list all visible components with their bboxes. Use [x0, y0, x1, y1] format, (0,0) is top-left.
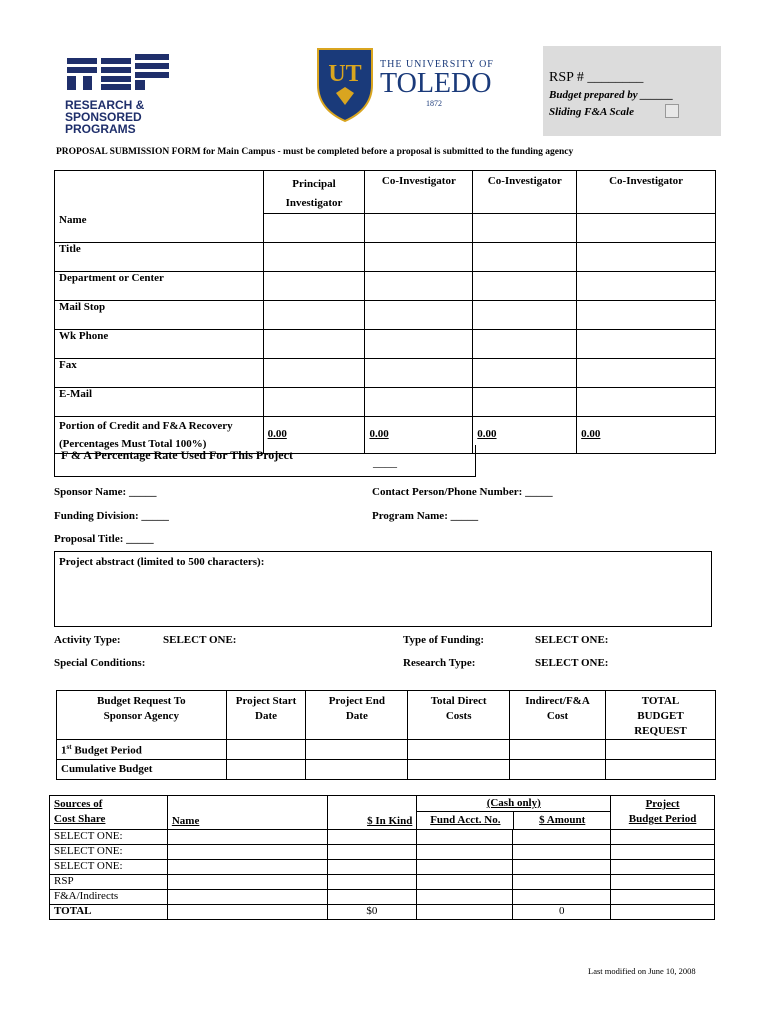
cell-input[interactable] [327, 890, 417, 905]
cell-input[interactable] [611, 830, 715, 845]
activity-type-label: Activity Type: [54, 634, 121, 646]
col-inkind: $ In Kind [327, 796, 417, 830]
cost-share-source: RSP [50, 875, 168, 890]
cost-share-row [50, 830, 715, 845]
sliding-fa-scale-label: Sliding F&A Scale [549, 106, 634, 118]
cell-input[interactable] [611, 875, 715, 890]
cost-share-total-row [50, 905, 715, 920]
cell-input[interactable] [417, 845, 513, 860]
row-mail-stop [55, 301, 716, 330]
cell-input[interactable] [577, 359, 716, 388]
credit-value-co1[interactable]: 0.00 [365, 417, 473, 454]
row-email [55, 388, 716, 417]
col-period [611, 796, 715, 830]
budget-col-request: Budget Request To Sponsor Agency [57, 691, 227, 740]
cell-input[interactable] [611, 860, 715, 875]
cost-share-header-row [50, 796, 715, 830]
row-label-wk-phone: Wk Phone [55, 330, 264, 359]
cell-input[interactable] [306, 760, 408, 780]
cell-input[interactable] [365, 214, 473, 243]
cell-input[interactable] [327, 845, 417, 860]
activity-type-select[interactable]: SELECT ONE: [163, 634, 237, 646]
cell-input[interactable] [473, 388, 577, 417]
col-cash [417, 796, 611, 830]
cell-input[interactable] [473, 330, 577, 359]
rsp-logo-mark [65, 50, 170, 92]
cost-share-source-select[interactable]: SELECT ONE: [50, 860, 168, 875]
col-name: Name [167, 796, 327, 830]
budget-col-end: Project End Date [306, 691, 408, 740]
cost-share-total-amount: 0 [513, 905, 611, 920]
special-conditions-label[interactable]: Special Conditions: [54, 657, 146, 669]
credit-value-pi[interactable]: 0.00 [263, 417, 365, 454]
cell-input[interactable] [473, 214, 577, 243]
form-title: PROPOSAL SUBMISSION FORM for Main Campus - must be completed before a proposal is submitted to the funding agency [56, 147, 574, 157]
cell-input[interactable] [327, 875, 417, 890]
cost-share-row [50, 845, 715, 860]
cell-input[interactable] [167, 860, 327, 875]
cell-input[interactable] [577, 272, 716, 301]
cell-input[interactable] [226, 740, 306, 760]
budget-row-label [57, 740, 227, 760]
budget-col-indirect: Indirect/F&A Cost [510, 691, 606, 740]
col-principal-investigator: Principal Investigator [263, 171, 365, 214]
cell-input[interactable] [365, 359, 473, 388]
col-fund-acct: Fund Acct. No. [417, 812, 514, 829]
cell-input[interactable] [167, 830, 327, 845]
sponsor-name-field[interactable]: Sponsor Name: _____ [54, 486, 157, 498]
ut-university-text: THE UNIVERSITY OF [380, 59, 494, 70]
cell-input[interactable] [473, 243, 577, 272]
investigators-header-row [55, 171, 716, 214]
cell-input[interactable] [408, 760, 510, 780]
type-funding-label: Type of Funding: [403, 634, 485, 646]
cell-input[interactable] [605, 760, 715, 780]
period-suffix: st [66, 743, 72, 751]
cell-input[interactable] [577, 243, 716, 272]
cell-input[interactable] [263, 272, 365, 301]
budget-row-first-period [57, 740, 716, 760]
col-sources-line-1: Sources of [54, 798, 103, 810]
cell-input[interactable] [263, 243, 365, 272]
row-department [55, 272, 716, 301]
research-type-label: Research Type: [403, 657, 476, 669]
row-label-name: Name [55, 214, 264, 243]
col-sources-line-2: Cost Share [54, 813, 106, 825]
footer-last-modified: Last modified on June 10, 2008 [588, 966, 696, 976]
row-label-title: Title [55, 243, 264, 272]
col-cash-only: (Cash only) [417, 796, 610, 812]
row-title [55, 243, 716, 272]
cell-input[interactable] [513, 890, 611, 905]
cell-input[interactable] [577, 301, 716, 330]
cell-input[interactable] [417, 860, 513, 875]
cell-input[interactable] [513, 830, 611, 845]
credit-value-co2[interactable]: 0.00 [473, 417, 577, 454]
shield-icon [314, 45, 376, 123]
cell-input[interactable] [417, 875, 513, 890]
cell-input[interactable] [365, 243, 473, 272]
ut-year-text: 1872 [426, 99, 442, 108]
cost-share-source: F&A/Indirects [50, 890, 168, 905]
row-wk-phone [55, 330, 716, 359]
cell-input[interactable] [513, 845, 611, 860]
budget-table [56, 690, 716, 780]
cell-input[interactable] [611, 845, 715, 860]
rsp-logo-line-2: SPONSORED [65, 110, 142, 124]
cost-share-total-label: TOTAL [50, 905, 168, 920]
program-name-field[interactable]: Program Name: _____ [372, 510, 479, 522]
funding-division-field[interactable]: Funding Division: _____ [54, 510, 169, 522]
cell-input[interactable] [577, 214, 716, 243]
cell-input[interactable] [417, 830, 513, 845]
cell-input[interactable] [577, 330, 716, 359]
cell-input[interactable] [417, 890, 513, 905]
cell-input[interactable] [611, 890, 715, 905]
row-fax [55, 359, 716, 388]
cell-input[interactable] [226, 760, 306, 780]
research-type-select[interactable]: SELECT ONE: [535, 657, 609, 669]
cell-input[interactable] [408, 740, 510, 760]
col-amount: $ Amount [539, 814, 586, 826]
col-co-investigator-1: Co-Investigator [365, 171, 473, 214]
cell-input[interactable] [473, 272, 577, 301]
cell-input[interactable] [365, 388, 473, 417]
cell-input[interactable] [327, 830, 417, 845]
cell-input[interactable] [365, 330, 473, 359]
rsp-info-box [543, 46, 721, 136]
fa-rate-value[interactable]: ____ [373, 455, 397, 469]
col-co-investigator-3: Co-Investigator [577, 171, 716, 214]
credit-label-line-2: (Percentages Must Total 100%) [59, 438, 207, 450]
type-funding-select[interactable]: SELECT ONE: [535, 634, 609, 646]
cell-input[interactable] [510, 760, 606, 780]
cell-input[interactable] [263, 330, 365, 359]
cell-input[interactable] [473, 301, 577, 330]
cell-input[interactable] [167, 890, 327, 905]
abstract-box[interactable] [54, 551, 712, 627]
cost-share-row [50, 860, 715, 875]
cost-share-source-select[interactable]: SELECT ONE: [50, 845, 168, 860]
rsp-logo [65, 50, 170, 135]
cell-input[interactable] [167, 875, 327, 890]
investigators-table [54, 170, 716, 454]
cost-share-total-inkind: $0 [327, 905, 417, 920]
cell-input[interactable] [365, 272, 473, 301]
cell-input[interactable] [263, 388, 365, 417]
contact-person-field[interactable]: Contact Person/Phone Number: _____ [372, 486, 553, 498]
cell-input[interactable] [327, 860, 417, 875]
cost-share-row [50, 875, 715, 890]
budget-col-direct: Total Direct Costs [408, 691, 510, 740]
cost-share-source-select[interactable]: SELECT ONE: [50, 830, 168, 845]
cell-input[interactable] [513, 860, 611, 875]
svg-text:UT: UT [328, 61, 362, 87]
cell-input[interactable] [167, 845, 327, 860]
credit-value-co3[interactable]: 0.00 [577, 417, 716, 454]
proposal-title-field[interactable]: Proposal Title: _____ [54, 533, 154, 545]
cell-input[interactable] [577, 388, 716, 417]
col-sources [50, 796, 168, 830]
row-label-mail-stop: Mail Stop [55, 301, 264, 330]
cell-input[interactable] [263, 359, 365, 388]
cell-input[interactable] [513, 875, 611, 890]
cell-input[interactable] [263, 301, 365, 330]
cell-input[interactable] [263, 214, 365, 243]
row-label-email: E-Mail [55, 388, 264, 417]
row-name [55, 214, 716, 243]
cell-input[interactable] [510, 740, 606, 760]
fa-rate-box [54, 445, 476, 477]
col-period-line-1: Project [645, 798, 680, 810]
ut-toledo-text: TOLEDO [380, 68, 492, 99]
cell-input[interactable] [473, 359, 577, 388]
cost-share-table [49, 795, 715, 920]
budget-col-start: Project Start Date [226, 691, 306, 740]
period-label: Budget Period [71, 744, 142, 757]
rsp-logo-line-1: RESEARCH & [65, 98, 145, 112]
budget-row-cumulative [57, 760, 716, 780]
ut-logo [314, 45, 504, 125]
budget-prepared-by: Budget prepared by ______ [549, 89, 674, 101]
row-label-department: Department or Center [55, 272, 264, 301]
cost-share-row [50, 890, 715, 905]
credit-label-line-1: Portion of Credit and F&A Recovery [59, 420, 233, 432]
period-number: 1 [61, 744, 67, 757]
rsp-number: RSP # ________ [549, 70, 644, 85]
abstract-label: Project abstract (limited to 500 characters): [59, 556, 265, 568]
budget-col-total: TOTAL BUDGET REQUEST [605, 691, 715, 740]
budget-row-label: Cumulative Budget [57, 760, 227, 780]
budget-header-row [57, 691, 716, 740]
row-label-fax: Fax [55, 359, 264, 388]
rsp-logo-line-3: PROGRAMS [65, 122, 136, 136]
fa-rate-label: F & A Percentage Rate Used For This Project [61, 448, 293, 462]
col-period-line-2: Budget Period [628, 813, 697, 825]
cell-input[interactable] [365, 301, 473, 330]
col-co-investigator-2: Co-Investigator [473, 171, 577, 214]
cell-input[interactable] [605, 740, 715, 760]
cell-input[interactable] [306, 740, 408, 760]
sliding-fa-scale-checkbox[interactable] [665, 104, 679, 118]
